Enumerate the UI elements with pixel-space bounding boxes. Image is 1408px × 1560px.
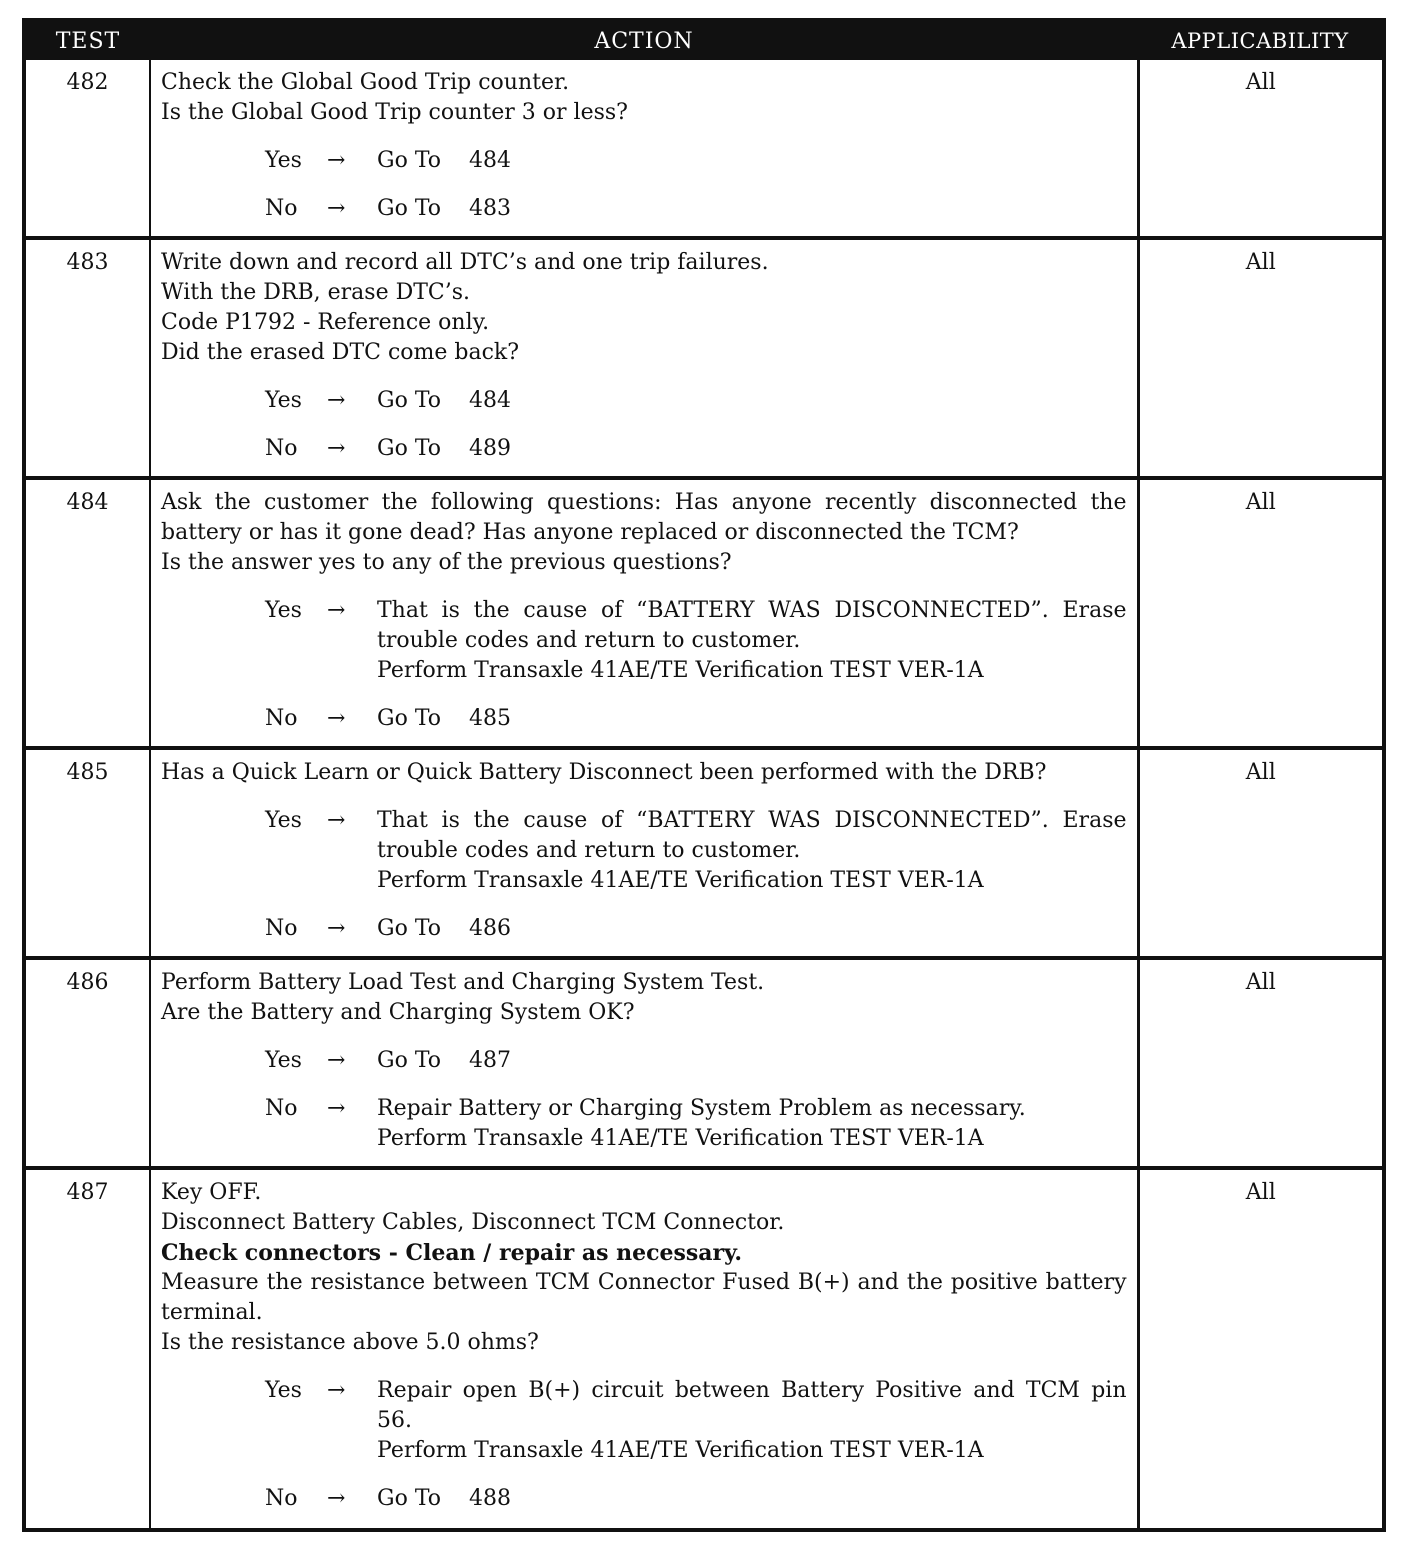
branch-target — [377, 1484, 1127, 1514]
arrow-icon: → — [327, 436, 346, 461]
table-row-486 — [26, 958, 1382, 1168]
action-line: With the DRB, erase DTC’s. — [161, 280, 471, 305]
arrow-icon: → — [327, 148, 346, 173]
test-number: 485 — [26, 748, 150, 958]
branch-target — [377, 1046, 1127, 1076]
branch-yes — [161, 146, 1127, 176]
goto-target: 484 — [469, 388, 511, 413]
branch-no — [161, 914, 1127, 944]
arrow-icon: → — [327, 598, 346, 623]
action-line: Is the answer yes to any of the previous questions? — [161, 550, 732, 575]
test-number: 482 — [26, 60, 150, 238]
action-cell — [150, 478, 1138, 748]
test-number: 484 — [26, 478, 150, 748]
branch-target — [377, 704, 1127, 734]
goto-label: Go To — [377, 1486, 442, 1511]
branch-text: Perform Transaxle 41AE/TE Verification TEST VER-1A — [377, 868, 984, 893]
arrow-icon: → — [327, 1486, 346, 1511]
goto-target: 486 — [469, 916, 511, 941]
branch-label: Yes — [265, 148, 302, 173]
action-cell — [150, 1168, 1138, 1528]
applicability-cell: All — [1245, 490, 1276, 515]
action-line: Disconnect Battery Cables, Disconnect TCM Connector. — [161, 1210, 785, 1235]
test-number: 486 — [26, 958, 150, 1168]
branch-label: Yes — [265, 598, 302, 623]
header-test: TEST — [26, 22, 150, 60]
branch-yes — [161, 806, 1127, 896]
branch-yes — [161, 1046, 1127, 1076]
applicability-cell: All — [1245, 70, 1276, 95]
branch-text: Repair Battery or Charging System Problem as necessary. — [377, 1096, 1026, 1121]
goto-target: 487 — [469, 1048, 511, 1073]
branch-target — [377, 914, 1127, 944]
header-applicability: APPLICABILITY — [1138, 22, 1382, 60]
goto-target: 485 — [469, 706, 511, 731]
test-number: 487 — [26, 1168, 150, 1528]
goto-label: Go To — [377, 148, 442, 173]
action-line: Write down and record all DTC’s and one trip failures. — [161, 250, 769, 275]
branch-no — [161, 1484, 1127, 1514]
goto-label: Go To — [377, 706, 442, 731]
branch-text: That is the cause of “BATTERY WAS DISCONNECTED”. Erase trouble codes and return to customer. — [377, 808, 1127, 863]
action-paragraph: Measure the resistance between TCM Connector Fused B(+) and the positive battery terminal. — [161, 1270, 1127, 1325]
arrow-icon: → — [327, 1096, 346, 1121]
table-row-483 — [26, 238, 1382, 478]
action-line: Code P1792 - Reference only. — [161, 310, 490, 335]
branch-text: Perform Transaxle 41AE/TE Verification TEST VER-1A — [377, 1126, 984, 1151]
branch-text: That is the cause of “BATTERY WAS DISCONNECTED”. Erase trouble codes and return to customer. — [377, 598, 1127, 653]
applicability-cell: All — [1245, 250, 1276, 275]
goto-label: Go To — [377, 1048, 442, 1073]
table-row-482 — [26, 60, 1382, 238]
branch-text: Perform Transaxle 41AE/TE Verification TEST VER-1A — [377, 1438, 984, 1463]
branch-target — [377, 386, 1127, 416]
branch-label: No — [265, 436, 298, 461]
branch-target — [377, 194, 1127, 224]
goto-label: Go To — [377, 916, 442, 941]
goto-target: 488 — [469, 1486, 511, 1511]
goto-target: 484 — [469, 148, 511, 173]
goto-label: Go To — [377, 196, 442, 221]
branch-label: Yes — [265, 1048, 302, 1073]
arrow-icon: → — [327, 1048, 346, 1073]
branch-label: Yes — [265, 808, 302, 833]
branch-label: Yes — [265, 1378, 302, 1403]
branch-label: No — [265, 1096, 298, 1121]
test-number: 483 — [26, 238, 150, 478]
branch-no — [161, 704, 1127, 734]
branch-label: No — [265, 1486, 298, 1511]
action-line: Are the Battery and Charging System OK? — [161, 1000, 635, 1025]
arrow-icon: → — [327, 916, 346, 941]
branch-yes — [161, 596, 1127, 686]
branch-instructions — [377, 1376, 1127, 1466]
action-line: Is the resistance above 5.0 ohms? — [161, 1330, 539, 1355]
branch-no — [161, 434, 1127, 464]
table-row-487 — [26, 1168, 1382, 1528]
branch-instructions — [377, 596, 1127, 686]
diagnostic-table-frame — [22, 18, 1386, 1532]
branch-instructions — [377, 1094, 1127, 1154]
action-bold-line: Check connectors - Clean / repair as necessary. — [161, 1240, 743, 1266]
branch-text: Repair open B(+) circuit between Battery Positive and TCM pin 56. — [377, 1378, 1127, 1433]
arrow-icon: → — [327, 1378, 346, 1403]
branch-target — [377, 146, 1127, 176]
action-cell — [150, 238, 1138, 478]
action-cell — [150, 748, 1138, 958]
diagnostic-test-table — [26, 22, 1382, 1528]
action-line: Is the Global Good Trip counter 3 or less? — [161, 100, 628, 125]
arrow-icon: → — [327, 196, 346, 221]
action-line: Perform Battery Load Test and Charging System Test. — [161, 970, 765, 995]
action-line: Key OFF. — [161, 1180, 262, 1205]
applicability-cell: All — [1245, 970, 1276, 995]
branch-yes — [161, 386, 1127, 416]
branch-label: No — [265, 916, 298, 941]
header-action: ACTION — [150, 22, 1138, 60]
action-line: Did the erased DTC come back? — [161, 340, 520, 365]
branch-label: No — [265, 196, 298, 221]
action-line: Has a Quick Learn or Quick Battery Disconnect been performed with the DRB? — [161, 760, 1047, 785]
branch-label: No — [265, 706, 298, 731]
arrow-icon: → — [327, 388, 346, 413]
branch-text: Perform Transaxle 41AE/TE Verification TEST VER-1A — [377, 658, 984, 683]
goto-label: Go To — [377, 388, 442, 413]
branch-yes — [161, 1376, 1127, 1466]
applicability-cell: All — [1245, 760, 1276, 785]
table-row-485 — [26, 748, 1382, 958]
branch-no — [161, 194, 1127, 224]
goto-label: Go To — [377, 436, 442, 461]
action-cell — [150, 60, 1138, 238]
goto-target: 489 — [469, 436, 511, 461]
action-paragraph: Ask the customer the following questions: Has anyone recently disconnected the battery or has it gone dead? Has anyone replaced or disconnected the TCM? — [161, 490, 1127, 545]
applicability-cell: All — [1245, 1180, 1276, 1205]
table-header-row — [26, 22, 1382, 60]
goto-target: 483 — [469, 196, 511, 221]
action-cell — [150, 958, 1138, 1168]
branch-instructions — [377, 806, 1127, 896]
arrow-icon: → — [327, 706, 346, 731]
branch-no — [161, 1094, 1127, 1154]
arrow-icon: → — [327, 808, 346, 833]
table-row-484 — [26, 478, 1382, 748]
branch-label: Yes — [265, 388, 302, 413]
action-line: Check the Global Good Trip counter. — [161, 70, 570, 95]
branch-target — [377, 434, 1127, 464]
